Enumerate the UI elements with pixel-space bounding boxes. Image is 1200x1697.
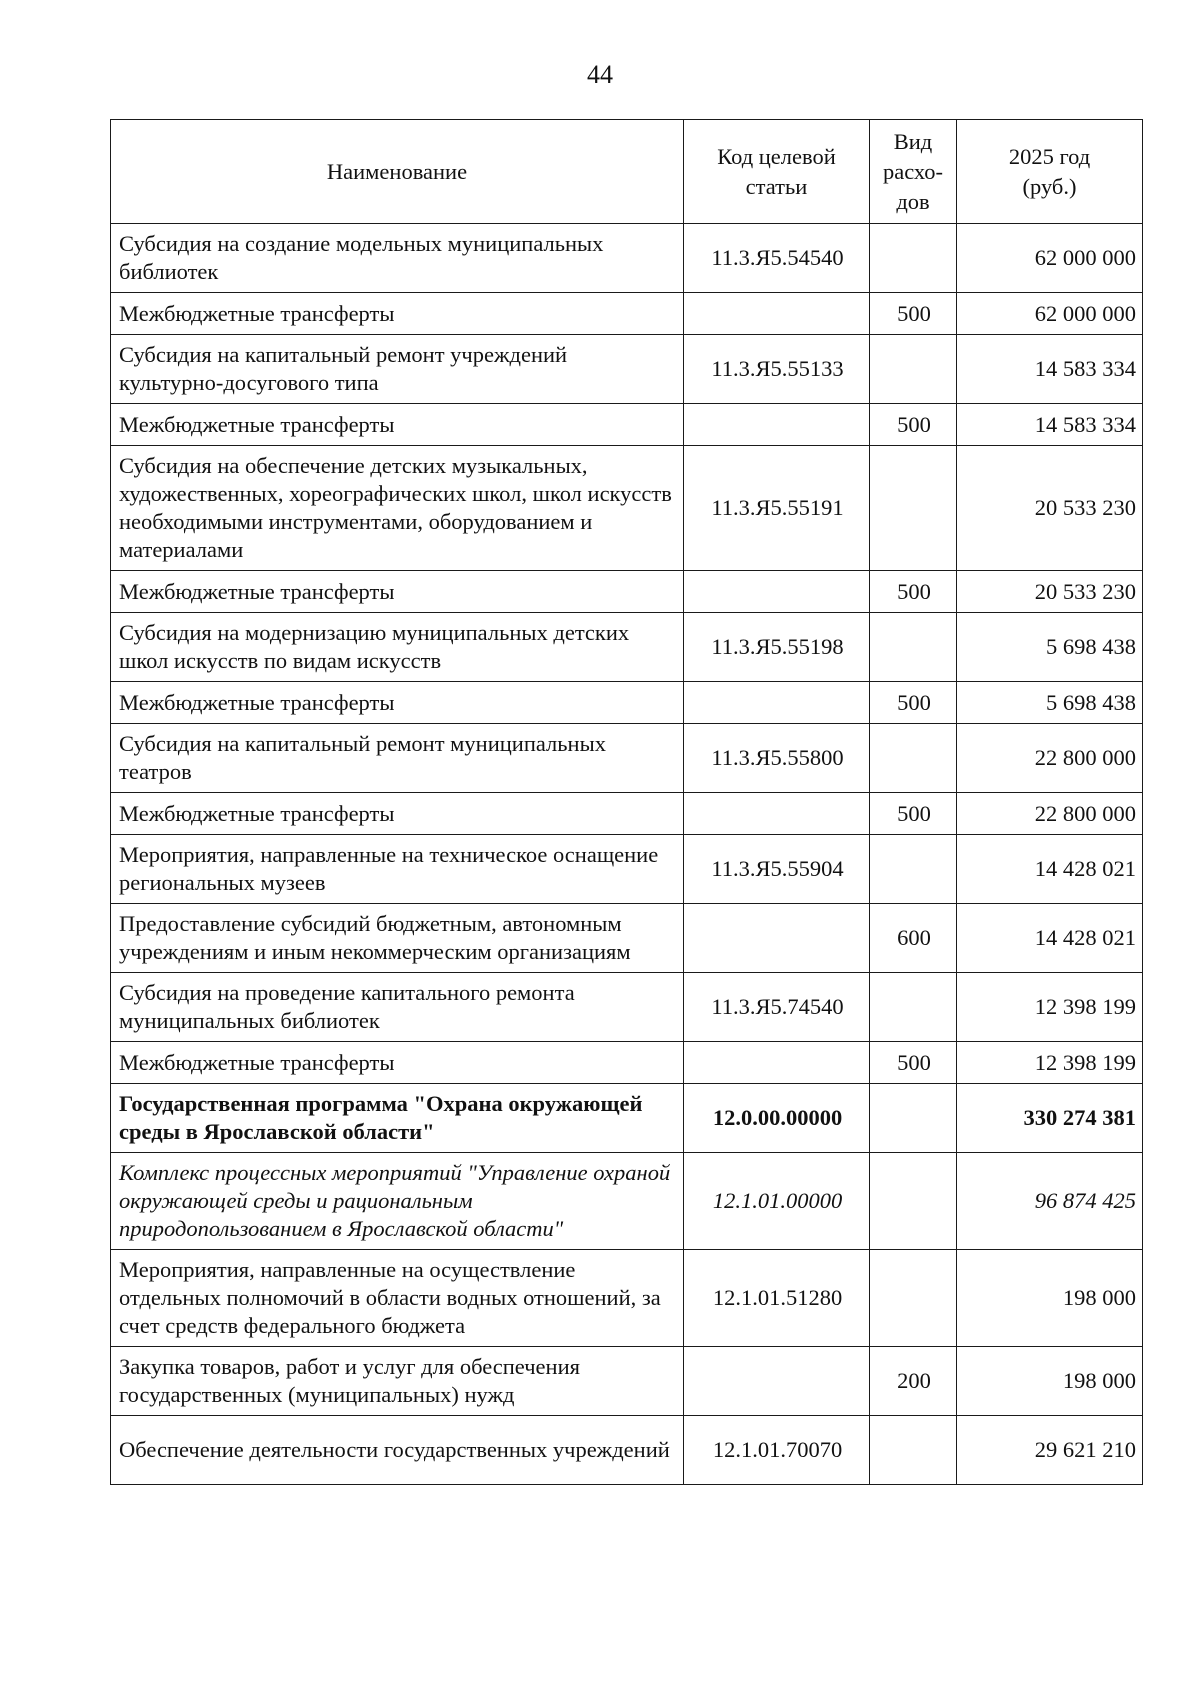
row-kind-cell [870,1084,957,1153]
row-amount-cell: 14 428 021 [957,835,1143,904]
row-name-cell: Государственная программа "Охрана окружающей среды в Ярославской области" [111,1084,684,1153]
table-body [111,224,1143,1485]
table-row [111,1042,1143,1084]
row-name-cell: Межбюджетные трансферты [111,293,684,335]
row-kind-cell [870,835,957,904]
table-row [111,224,1143,293]
row-kind-cell [870,446,957,571]
row-code-cell [684,793,870,835]
row-code-cell: 12.1.01.70070 [684,1416,870,1485]
row-amount-cell: 29 621 210 [957,1416,1143,1485]
table-row [111,904,1143,973]
row-kind-cell [870,973,957,1042]
row-amount-cell: 20 533 230 [957,446,1143,571]
table-row [111,1250,1143,1347]
table-row [111,1416,1143,1485]
row-kind-cell: 500 [870,293,957,335]
row-amount-cell: 96 874 425 [957,1153,1143,1250]
row-name-cell: Межбюджетные трансферты [111,404,684,446]
row-kind-cell: 600 [870,904,957,973]
table-row [111,1347,1143,1416]
row-name-cell: Субсидия на капитальный ремонт учреждений культурно-досугового типа [111,335,684,404]
row-code-cell: 11.3.Я5.54540 [684,224,870,293]
row-amount-cell: 12 398 199 [957,973,1143,1042]
row-name-cell: Межбюджетные трансферты [111,682,684,724]
row-amount-cell: 62 000 000 [957,293,1143,335]
column-header-name: Наименование [111,120,684,224]
row-name-cell: Субсидия на модернизацию муниципальных детских школ искусств по видам искусств [111,613,684,682]
row-kind-cell [870,1416,957,1485]
column-header-code: Код целевой статьи [684,120,870,224]
row-name-cell: Комплекс процессных мероприятий "Управление охраной окружающей среды и рациональным природопользованием в Ярославской области" [111,1153,684,1250]
table-row [111,682,1143,724]
row-code-cell [684,571,870,613]
table-row [111,835,1143,904]
table-row [111,1153,1143,1250]
row-name-cell: Межбюджетные трансферты [111,571,684,613]
row-kind-cell: 500 [870,793,957,835]
row-amount-cell: 12 398 199 [957,1042,1143,1084]
row-kind-cell [870,1250,957,1347]
row-kind-cell [870,1153,957,1250]
row-code-cell: 11.3.Я5.55191 [684,446,870,571]
row-kind-cell: 500 [870,1042,957,1084]
row-name-cell: Субсидия на создание модельных муниципальных библиотек [111,224,684,293]
row-amount-cell: 14 583 334 [957,335,1143,404]
row-kind-cell: 500 [870,404,957,446]
row-name-cell: Субсидия на проведение капитального ремонта муниципальных библиотек [111,973,684,1042]
row-name-cell: Закупка товаров, работ и услуг для обеспечения государственных (муниципальных) нужд [111,1347,684,1416]
table-row [111,335,1143,404]
table-row [111,404,1143,446]
column-header-amount: 2025 год (руб.) [957,120,1143,224]
row-amount-cell: 330 274 381 [957,1084,1143,1153]
row-kind-cell [870,613,957,682]
row-name-cell: Предоставление субсидий бюджетным, автономным учреждениям и иным некоммерческим организациям [111,904,684,973]
row-code-cell [684,293,870,335]
row-code-cell: 12.0.00.00000 [684,1084,870,1153]
row-kind-cell: 500 [870,571,957,613]
table-row [111,724,1143,793]
row-code-cell: 12.1.01.00000 [684,1153,870,1250]
row-amount-cell: 62 000 000 [957,224,1143,293]
row-name-cell: Мероприятия, направленные на техническое оснащение региональных музеев [111,835,684,904]
table-row [111,613,1143,682]
row-name-cell: Межбюджетные трансферты [111,1042,684,1084]
table-row [111,571,1143,613]
table-row [111,446,1143,571]
row-kind-cell: 500 [870,682,957,724]
column-header-kind: Вид расхо- дов [870,120,957,224]
row-kind-cell [870,224,957,293]
row-code-cell [684,904,870,973]
row-name-cell: Мероприятия, направленные на осуществление отдельных полномочий в области водных отношений, за счет средств федерального бюджета [111,1250,684,1347]
budget-table [110,119,1143,1485]
row-amount-cell: 5 698 438 [957,613,1143,682]
row-amount-cell: 14 583 334 [957,404,1143,446]
table-row [111,1084,1143,1153]
row-amount-cell: 22 800 000 [957,724,1143,793]
row-code-cell: 11.3.Я5.55133 [684,335,870,404]
row-code-cell [684,1042,870,1084]
table-row [111,793,1143,835]
row-code-cell [684,1347,870,1416]
row-name-cell: Межбюджетные трансферты [111,793,684,835]
table-row [111,293,1143,335]
row-code-cell [684,404,870,446]
row-kind-cell [870,724,957,793]
row-amount-cell: 198 000 [957,1347,1143,1416]
row-code-cell: 12.1.01.51280 [684,1250,870,1347]
row-kind-cell [870,335,957,404]
row-kind-cell: 200 [870,1347,957,1416]
row-amount-cell: 22 800 000 [957,793,1143,835]
row-code-cell: 11.3.Я5.55904 [684,835,870,904]
row-code-cell: 11.3.Я5.55198 [684,613,870,682]
table-header-row [111,120,1143,224]
row-amount-cell: 198 000 [957,1250,1143,1347]
row-amount-cell: 14 428 021 [957,904,1143,973]
row-name-cell: Субсидия на обеспечение детских музыкальных, художественных, хореографических школ, школ искусств необходимыми инструментами, оборудованием и материалами [111,446,684,571]
row-name-cell: Обеспечение деятельности государственных учреждений [111,1416,684,1485]
row-name-cell: Субсидия на капитальный ремонт муниципальных театров [111,724,684,793]
row-code-cell: 11.3.Я5.55800 [684,724,870,793]
table-row [111,973,1143,1042]
page-number: 44 [587,60,613,89]
row-code-cell: 11.3.Я5.74540 [684,973,870,1042]
row-amount-cell: 20 533 230 [957,571,1143,613]
row-amount-cell: 5 698 438 [957,682,1143,724]
row-code-cell [684,682,870,724]
